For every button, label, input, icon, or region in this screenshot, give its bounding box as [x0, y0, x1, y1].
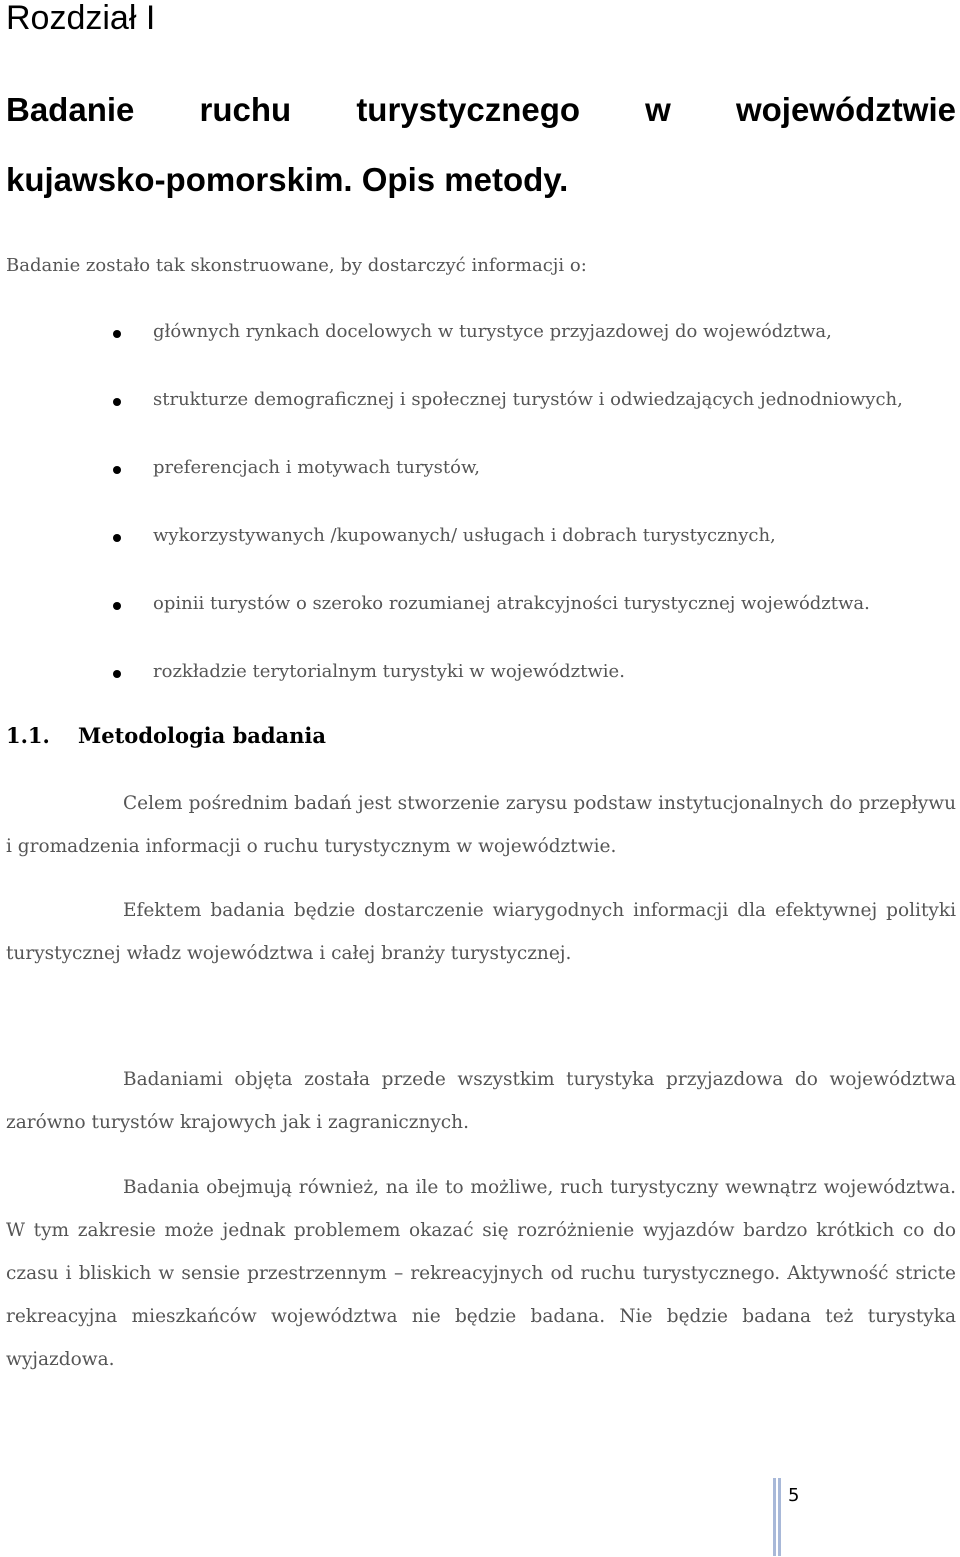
bullet-icon	[113, 670, 121, 678]
footer-divider	[778, 1478, 781, 1556]
body-paragraph: Badania obejmują również, na ile to możliwe, ruch turystyczny wewnątrz województwa. W tym zakresie może jednak problemem okazać się rozróżnienie wyjazdów bardzo krótkich co do czasu i bliskich w sensie przestrzennym – rekreacyjnych od ruchu turystycznego. Aktywność stricte rekreacyjna mieszkańców województwa nie będzie badana. Nie będzie badana też turystyka wyjazdowa.	[6, 1177, 956, 1370]
body-paragraph: Celem pośrednim badań jest stworzenie zarysu podstaw instytucjonalnych do przepływu i gromadzenia informacji o ruchu turystycznym w województwie.	[6, 793, 956, 857]
bullet-icon	[113, 602, 121, 610]
section-heading-line-2: kujawsko-pomorskim. Opis metody.	[6, 161, 569, 198]
list-item-text: strukturze demograficznej i społecznej turystów i odwiedzających jednodniowych,	[153, 389, 903, 410]
bullet-icon	[113, 534, 121, 542]
page-number: 5	[788, 1485, 800, 1506]
list-item-text: rozkładzie terytorialnym turystyki w województwie.	[153, 661, 625, 682]
list-item-text: głównych rynkach docelowych w turystyce przyjazdowej do województwa,	[153, 321, 832, 342]
bullet-icon	[113, 466, 121, 474]
list-item-text: wykorzystywanych /kupowanych/ usługach i dobrach turystycznych,	[153, 525, 776, 546]
body-paragraph: Badaniami objęta została przede wszystkim turystyka przyjazdowa do województwa zarówno turystów krajowych jak i zagranicznych.	[6, 1069, 956, 1133]
bullet-icon	[113, 330, 121, 338]
intro-paragraph: Badanie zostało tak skonstruowane, by dostarczyć informacji o:	[6, 255, 587, 276]
subsection-title: Metodologia badania	[78, 723, 327, 748]
subsection-heading	[6, 722, 326, 750]
bullet-icon	[113, 398, 121, 406]
body-paragraph: Efektem badania będzie dostarczenie wiarygodnych informacji dla efektywnej polityki turystycznej władz województwa i całej branży turystycznej.	[6, 900, 956, 964]
list-item-text: preferencjach i motywach turystów,	[153, 457, 480, 478]
section-heading-line-1: Badanie ruchu turystycznego w województwie	[6, 91, 956, 128]
footer-divider	[773, 1478, 776, 1556]
subsection-number: 1.1.	[6, 723, 50, 748]
list-item-text: opinii turystów o szeroko rozumianej atrakcyjności turystycznej województwa.	[153, 593, 870, 614]
chapter-title: Rozdział I	[6, 0, 156, 37]
